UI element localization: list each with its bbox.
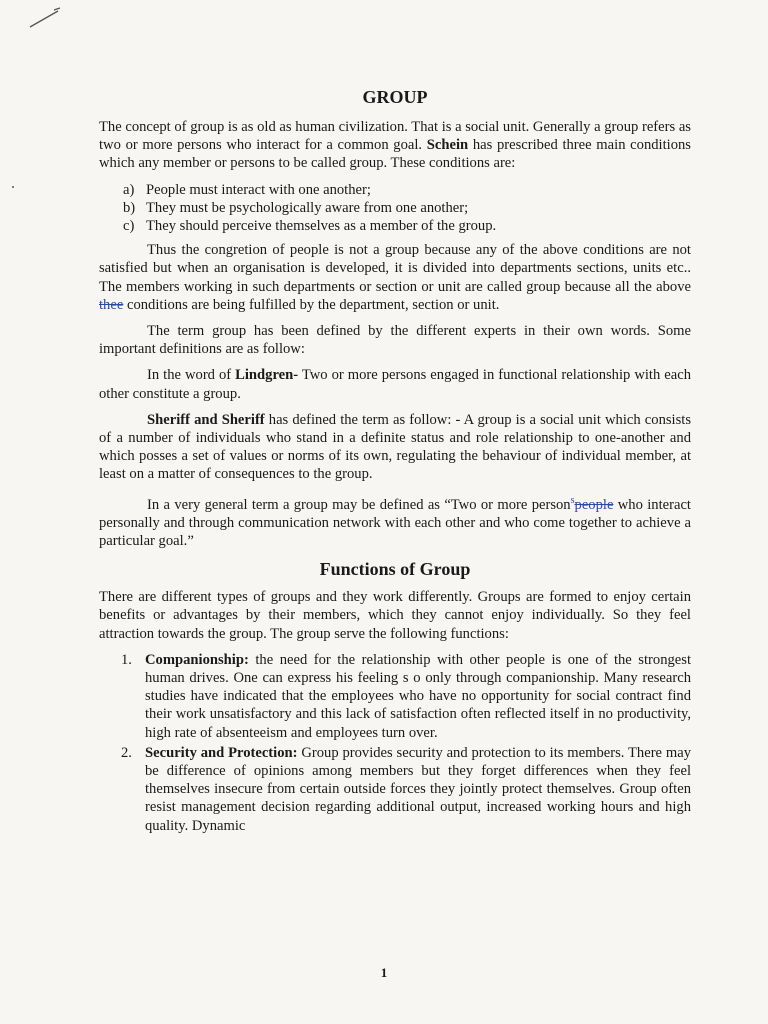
handwritten-strike-people: people bbox=[574, 496, 614, 513]
intro-text-2: has prescribed three main conditions which any member or persons to be called group. These conditions are: bbox=[99, 137, 691, 172]
lindgren-paragraph bbox=[99, 366, 691, 402]
function-marker: 1. bbox=[121, 651, 132, 668]
general-text-2: who interact personally and through communication network with each other and who come together to achieve a particular goal.” bbox=[99, 496, 691, 549]
condition-text: People must interact with one another; bbox=[146, 181, 371, 198]
lindgren-text-1: In the word of bbox=[147, 367, 236, 384]
stray-mark bbox=[12, 186, 14, 188]
function-marker: 2. bbox=[121, 744, 132, 761]
sheriff-paragraph bbox=[99, 411, 691, 484]
function-text: Group provides security and protection to its members. There may be difference of opinions among members but they forget differences when they feel themselves insecure from certain outside forces they jointly protect themselves. Group often resist management decision regarding additional output, increased working hours and high quality. Dynamic bbox=[145, 744, 691, 834]
condition-marker: c) bbox=[123, 218, 135, 235]
condition-marker: a) bbox=[123, 181, 135, 198]
term-paragraph: The term group has been defined by the different experts in their own words. Some important definitions are as follow: bbox=[99, 323, 691, 358]
conditions-list bbox=[99, 181, 691, 236]
condition-item bbox=[123, 199, 691, 217]
functions-heading: Functions of Group bbox=[319, 559, 471, 580]
general-text-1: In a very general term a group may be defined as “Two or more person bbox=[147, 496, 571, 513]
condition-item bbox=[123, 217, 691, 235]
general-definition-paragraph bbox=[99, 492, 691, 550]
condition-marker: b) bbox=[123, 199, 136, 216]
congretion-paragraph bbox=[99, 241, 691, 314]
pen-tick-mark bbox=[28, 6, 64, 30]
congretion-text-1: Thus the congretion of people is not a group because any of the above conditions are not satisfied but when an organisation is developed, it is divided into departments sections, units etc.. The members working in such departments or section or unit are called group because all the above bbox=[99, 242, 691, 295]
function-title: Security and Protection: bbox=[145, 744, 298, 761]
document-page bbox=[99, 86, 691, 837]
page-number: 1 bbox=[380, 965, 388, 980]
handwritten-strike: thee bbox=[99, 296, 124, 313]
lindgren-name: Lindgren- bbox=[235, 367, 299, 384]
handwritten-insert: s bbox=[570, 494, 575, 506]
schein-name: Schein bbox=[426, 137, 469, 154]
function-item bbox=[121, 651, 691, 742]
condition-text: They must be psychologically aware from one another; bbox=[146, 199, 469, 216]
condition-text: They should perceive themselves as a member of the group. bbox=[146, 218, 497, 235]
function-item bbox=[121, 744, 691, 835]
intro-text-1: The concept of group is as old as human civilization. That is a social unit. Generally a group refers as two or more persons who interact for a common goal. bbox=[99, 119, 691, 154]
function-text: the need for the relationship with other people is one of the strongest human drives. One can express his feeling s o only through companionship. Many research studies have indicated that the employees who have no opportunity for social contract find their work unsatisfactory and this lack of satisfaction often reflected itself in no productivity, high rate of absenteeism and employees turn over. bbox=[145, 651, 691, 741]
functions-intro-paragraph: There are different types of groups and they work differently. Groups are formed to enjoy certain benefits or advantages by their members, which they cannot enjoy individually. So they feel attraction towards the group. The group serve the following functions: bbox=[99, 589, 691, 642]
sheriff-text: has defined the term as follow: - A group is a social unit which consists of a number of individuals who stand in a definite status and role relationship to one-another and which posses a set of values or norms of its own, regulating the behaviour of individual member, at least on a matter of consequences to the group. bbox=[99, 411, 692, 483]
congretion-text-2: conditions are being fulfilled by the department, section or unit. bbox=[123, 296, 500, 313]
condition-item bbox=[123, 181, 691, 199]
intro-paragraph bbox=[99, 118, 691, 173]
functions-list bbox=[99, 651, 691, 835]
sheriff-name: Sheriff and Sheriff bbox=[147, 411, 265, 428]
lindgren-text-2: Two or more persons engaged in functional relationship with each other constitute a group. bbox=[99, 367, 691, 402]
function-title: Companionship: bbox=[145, 651, 249, 668]
page-title: GROUP bbox=[362, 87, 428, 107]
